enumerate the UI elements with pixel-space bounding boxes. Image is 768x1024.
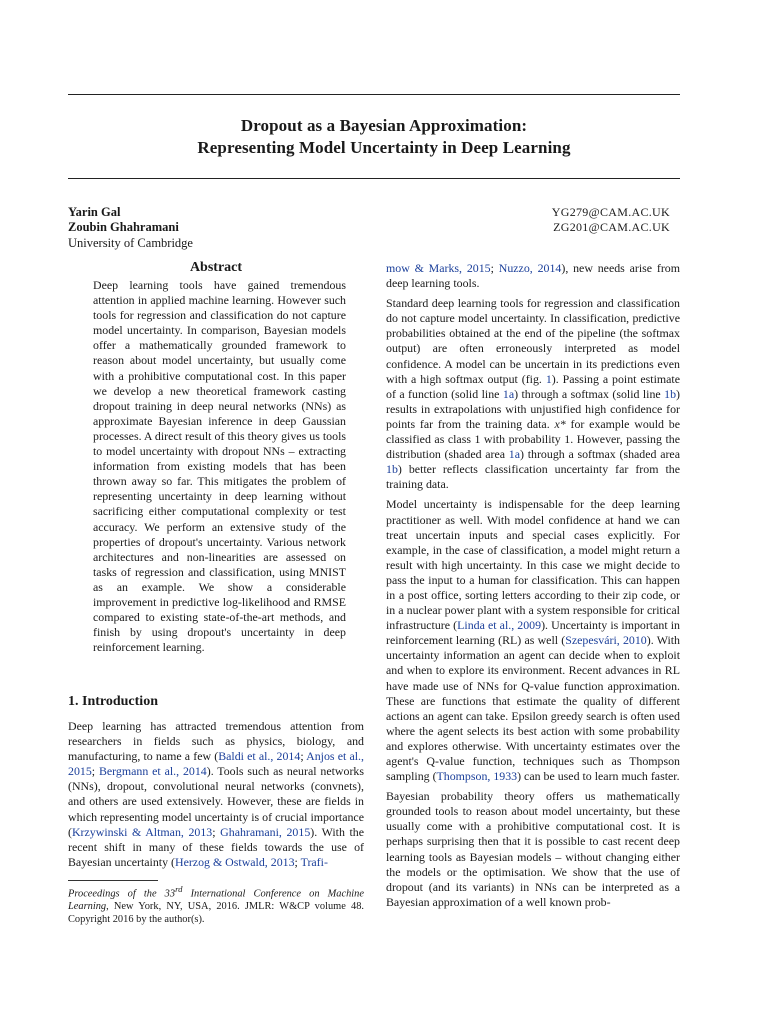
section-heading-introduction: 1. Introduction: [68, 694, 158, 709]
figure-link[interactable]: 1b: [664, 386, 677, 401]
citation-link[interactable]: Anjos et al., 2015: [68, 749, 364, 779]
paragraph: Bayesian probability theory offers us mathematically grounded tools to reason about model uncertainty, but these usually come with a prohibitive computational cost. It is perhaps surprising then that it is possible to cast recent deep learning tools as Bayesian models – without changing either the models or the optimisation. We show that the use of dropout (and its variants) in NNs can be interpreted as a Bayesian approximation of a well known prob-: [386, 789, 680, 909]
abstract-body: [93, 278, 346, 655]
citation-link[interactable]: mow & Marks, 2015: [386, 261, 491, 275]
abstract-text: Deep learning tools have gained tremendous attention in applied machine learning. However such tools for regression and classification do not capture model uncertainty. In comparison, Bayesian models offer a mathematically grounded framework to reason about model uncertainty, but usually come with a prohibitive computational cost. In this paper we develop a new theoretical framework casting dropout training in deep neural networks (NNs) as approximate Bayesian inference in deep Gaussian processes. A direct result of this theory gives us tools to model uncertainty with dropout NNs – extracting information from existing models that has been thrown away so far. This mitigates the problem of representing uncertainty in deep learning without sacrificing either computational complexity or test accuracy. We perform an extensive study of the properties of dropout's uncertainty. Various network architectures and non-linearities are assessed on tasks of regression and classification, using MNIST as an example. We show a considerable improvement in predictive log-likelihood and RMSE compared to existing state-of-the-art methods, and finish by using dropout's uncertainty in deep reinforcement learning.: [93, 278, 346, 655]
figure-link[interactable]: 1a: [508, 447, 521, 462]
author-name: Yarin Gal: [68, 205, 121, 219]
citation-link[interactable]: Bergmann et al., 2014: [98, 764, 207, 779]
footnote-rule: [68, 880, 158, 881]
citation-link[interactable]: Linda et al., 2009: [457, 618, 542, 633]
citation-link[interactable]: Krzywinski & Altman, 2013: [71, 824, 213, 839]
author-email: YG279@CAM.AC.UK: [551, 205, 670, 219]
paper-title-line-1: Dropout as a Bayesian Approximation:: [240, 116, 528, 135]
footnote: Proceedings of the 33rd International Conference on Machine Learning, New York, NY, USA, 2016. JMLR: W&CP volume 48. Copyright 2016 by the author(s).: [68, 884, 364, 926]
citation-link[interactable]: Trafi-: [300, 854, 328, 869]
author-name: Zoubin Ghahramani: [68, 220, 179, 234]
bottom-rule: [68, 178, 680, 179]
paragraph: Standard deep learning tools for regression and classification do not capture model uncertainty. In classification, predictive probabilities obtained at the end of the pipeline (the softmax output) are often erroneously interpreted as model confidence. A model can be uncertain in its predictions even with a high softmax output (fig. 1). Passing a point estimate of a function (solid line 1a) through a softmax (solid line 1b) results in extrapolations with unjustified high confidence for points far from the training data. x* for example would be classified as class 1 with probability 1. However, passing the distribution (shaded area 1a) through a softmax (shaded area 1b) better reflects classification uncertainty far from the training data.: [386, 296, 680, 492]
figure-link[interactable]: 1b: [386, 462, 398, 477]
citation-link[interactable]: Ghahramani, 2015: [220, 824, 311, 839]
introduction-body: [68, 719, 364, 870]
citation-link[interactable]: Szepesvári, 2010: [565, 633, 647, 648]
citation-link[interactable]: Nuzzo, 2014: [498, 261, 562, 275]
citation-link[interactable]: Baldi et al., 2014: [218, 749, 301, 764]
top-rule: [68, 94, 680, 95]
figure-link[interactable]: 1: [545, 371, 552, 386]
author-email: ZG201@CAM.AC.UK: [553, 220, 670, 234]
affiliation: University of Cambridge: [68, 236, 193, 250]
figure-link[interactable]: 1a: [502, 386, 515, 401]
paragraph-continuation: mow & Marks, 2015; Nuzzo, 2014), new needs arise from deep learning tools.: [386, 261, 680, 291]
abstract-heading: Abstract: [189, 260, 243, 275]
citation-link[interactable]: Thompson, 1933: [436, 769, 518, 784]
paper-title-line-2: Representing Model Uncertainty in Deep Learning: [197, 138, 571, 157]
citation-link[interactable]: Herzog & Ostwald, 2013: [174, 854, 295, 869]
paragraph: Model uncertainty is indispensable for the deep learning practitioner as well. With model confidence at hand we can treat uncertain inputs and special cases explicitly. For example, in the case of classification, a model might return a result with high uncertainty. In this case we might decide to pass the input to a human for classification. This can happen in a post office, sorting letters according to their zip code, or in a nuclear power plant with a system responsible for critical infrastructure (Linda et al., 2009). Uncertainty is important in reinforcement learning (RL) as well (Szepesvári, 2010). With uncertainty information an agent can decide when to exploit and when to explore its environment. Recent advances in RL have made use of NNs for Q-value function approximation. These are functions that estimate the quality of different actions an agent can take. Epsilon greedy search is often used where the agent selects its best action with some probability and explores otherwise. With uncertainty estimates over the agent's Q-value function, techniques such as Thompson sampling (Thompson, 1933) can be used to learn much faster.: [386, 497, 680, 784]
math-symbol: x*: [554, 416, 566, 431]
right-column: [386, 261, 680, 915]
intro-paragraph: Deep learning has attracted tremendous attention from researchers in fields such as physics, biology, and manufacturing, to name a few (Baldi et al., 2014; Anjos et al., 2015; Bergmann et al., 2014). Tools such as neural networks (NNs), dropout, convolutional neural networks (convnets), and others are used extensively. However, these are fields in which representing model uncertainty is of crucial importance (Krzywinski & Altman, 2013; Ghahramani, 2015). With the recent shift in many of these fields towards the use of Bayesian uncertainty (Herzog & Ostwald, 2013; Trafi-: [68, 719, 365, 869]
